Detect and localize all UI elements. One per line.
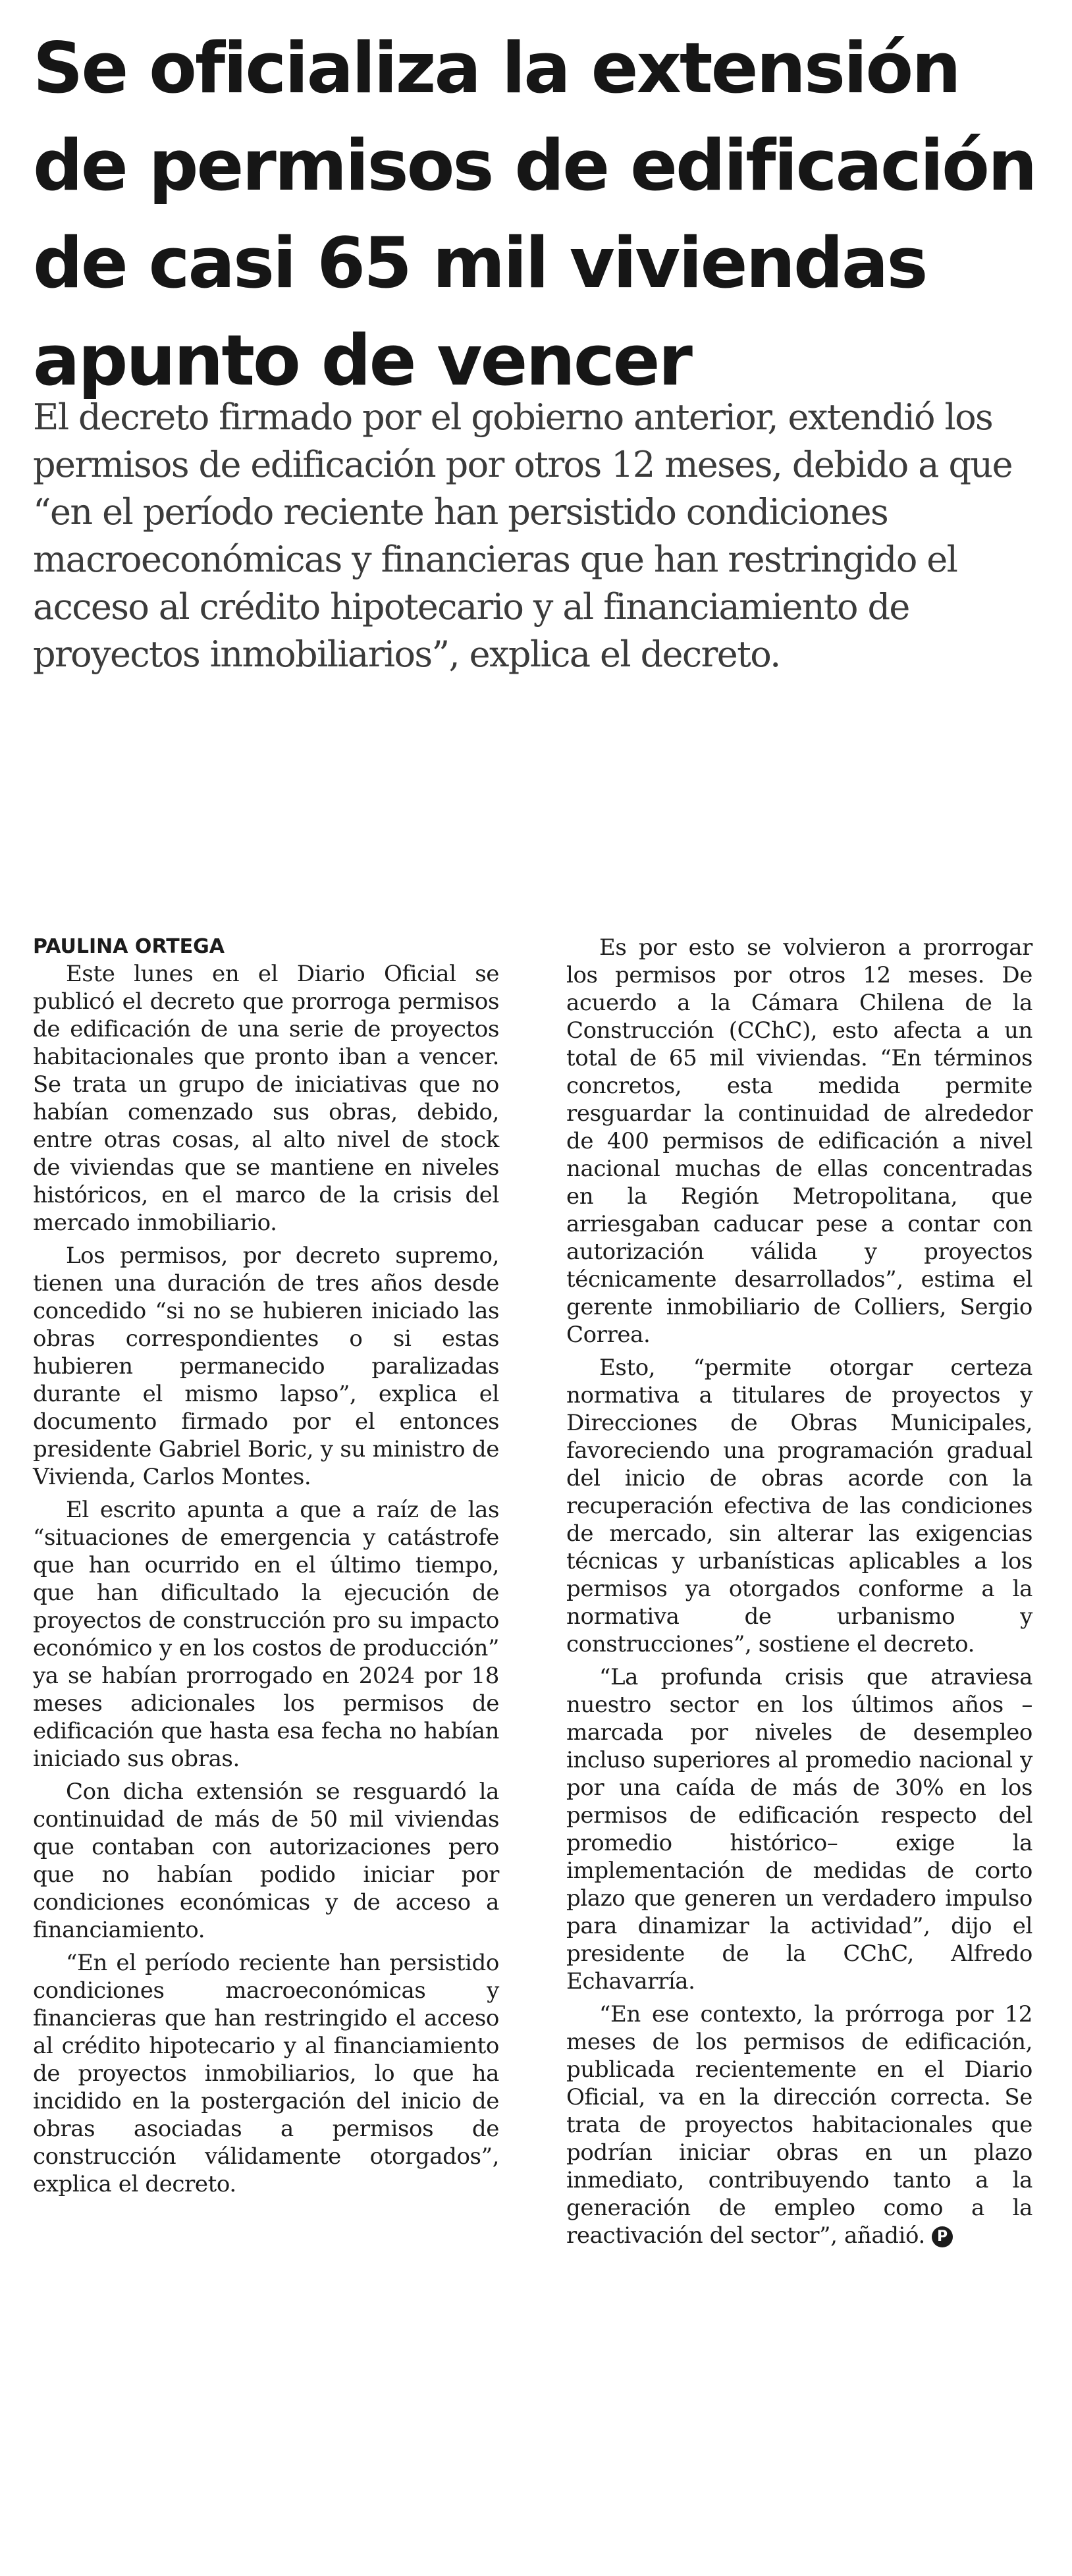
body-paragraph: “La profunda crisis que atraviesa nuestro sector en los últimos años –marcada por niveles de desempleo incluso superiores al promedio nacional y por una caída de más de 30% en los permisos de edificación respecto del promedio histórico– exige la implementación de medidas de corto plazo que generen un verdadero impulso para dinamizar la actividad”, dijo el presidente de la CChC, Alfredo Echavarría.	[566, 1664, 1032, 1995]
body-paragraph: Con dicha extensión se resguardó la continuidad de más de 50 mil viviendas que contaban con autorizaciones pero que no habían podido iniciar por condiciones económicas y de acceso a financiamiento.	[33, 1779, 499, 1943]
headline: Se oficializa la extensión de permisos de edificación de casi 65 mil viviendas apunto de vencer	[33, 28, 1036, 401]
body-paragraph: Este lunes en el Diario Oficial se publicó el decreto que prorroga permisos de edificación de una serie de proyectos habitacionales que pronto iban a vencer. Se trata un grupo de iniciativas que no habían comenzado sus obras, debido, entre otras cosas, al alto nivel de stock de viviendas que se mantiene en niveles históricos, en el marco de la crisis del mercado inmobiliario.	[33, 961, 499, 1236]
byline: PAULINA ORTEGA	[33, 935, 225, 958]
body-paragraph: Esto, “permite otorgar certeza normativa a titulares de proyectos y Direcciones de Obras Municipales, favoreciendo una programación gradual del inicio de obras acorde con la recuperación efectiva de las condiciones de mercado, sin alterar las exigencias técnicas y urbanísticas aplicables a los permisos ya otorgados conforme a la normativa de urbanismo y construcciones”, sostiene el decreto.	[566, 1355, 1032, 1657]
body-paragraph: Los permisos, por decreto supremo, tienen una duración de tres años desde concedido “si no se hubieren iniciado las obras correspondientes o si estas hubieren permanecido paralizadas durante el mismo lapso”, explica el documento firmado por el entonces presidente Gabriel Boric, y su ministro de Vivienda, Carlos Montes.	[33, 1243, 499, 1490]
body-paragraph: El escrito apunta a que a raíz de las “situaciones de emergencia y catástrofe que han ocurrido en el último tiempo, que han dificultado la ejecución de proyectos de construcción pro su impacto económico y en los costos de producción” ya se habían prorrogado en 2024 por 18 meses adicionales los permisos de edificación que hasta esa fecha no habían iniciado sus obras.	[33, 1497, 499, 1772]
lead-paragraph: El decreto firmado por el gobierno anterior, extendió los permisos de edificación por otros 12 meses, debido a que “en el período reciente han persistido condiciones macroeconómicas y financieras que han restringido el acceso al crédito hipotecario y al financiamiento de proyectos inmobiliarios”, explica el decreto.	[33, 396, 1012, 675]
body-paragraph: “En el período reciente han persistido condiciones macroeconómicas y financieras que han restringido el acceso al crédito hipotecario y al financiamiento de proyectos inmobiliarios, lo que ha incidido en la postergación del inicio de obras asociadas a permisos de construcción válidamente otorgados”, explica el decreto.	[33, 1950, 499, 2197]
left-column	[33, 934, 499, 2203]
final-paragraph-text: “En ese contexto, la prórroga por 12 meses de los permisos de edificación, publicada recientemente en el Diario Oficial, va en la dirección correcta. Se trata de proyectos habitacionales que podrían iniciar obras en un plazo inmediato, contribuyendo tanto a la generación de empleo como a la reactivación del sector”, añadió.	[566, 2001, 1032, 2249]
body-paragraph: Es por esto se volvieron a prorrogar los permisos por otros 12 meses. De acuerdo a la Cámara Chilena de la Construcción (CChC), esto afecta a un total de 65 mil viviendas. “En términos concretos, esta medida permite resguardar la continuidad de alrededor de 400 permisos de edificación a nivel nacional muchas de ellas concentradas en la Región Metropolitana, que arriesgaban caducar pese a contar con autorización válida y proyectos técnicamente desarrollados”, estima el gerente inmobiliario de Colliers, Sergio Correa.	[566, 934, 1032, 1348]
end-of-article-icon: P	[932, 2226, 953, 2247]
body-paragraph-final	[566, 2000, 1032, 2249]
right-column	[566, 934, 1032, 2255]
